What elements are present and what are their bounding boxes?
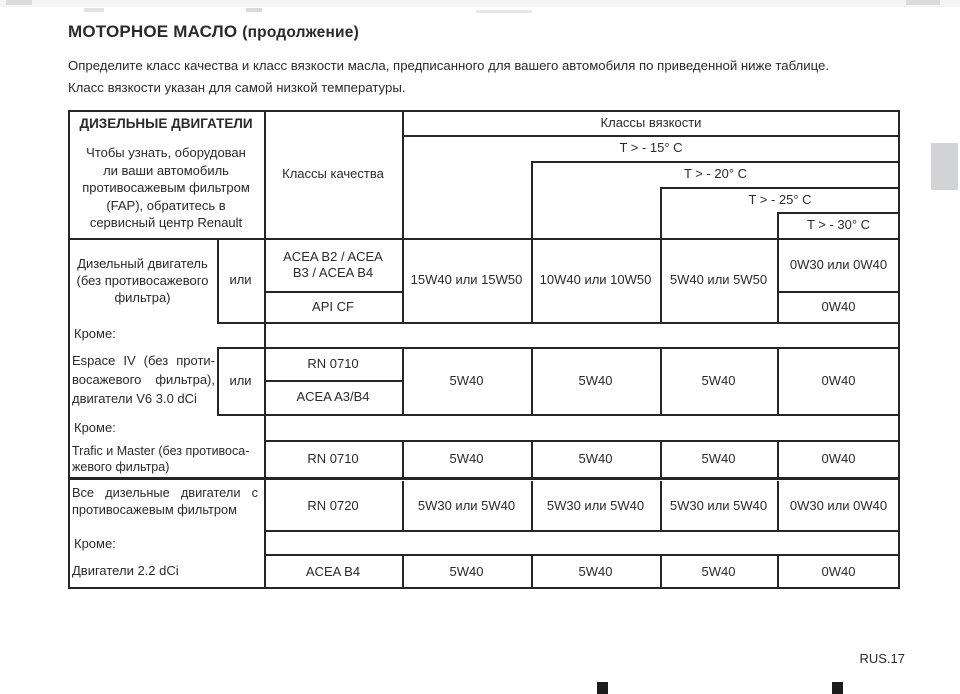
row1-quality-bottom-text: API CF — [312, 298, 354, 314]
row1-visc-30-top-text: 0W30 или 0W40 — [789, 256, 888, 272]
grid-line-h — [217, 322, 900, 324]
row1-quality-bottom — [266, 291, 400, 322]
row4-visc-15 — [404, 481, 529, 530]
row4-engine — [72, 485, 258, 518]
temp-30-text: T > - 30° C — [806, 217, 871, 232]
row2-visc-30-text: 0W40 — [821, 372, 856, 388]
row2-visc-25-text: 5W40 — [701, 372, 736, 388]
note-line: ли ваши автомобиль — [103, 162, 229, 178]
row5-visc-30 — [779, 554, 898, 589]
row5-visc-25 — [662, 554, 775, 589]
row5-visc-15-text: 5W40 — [449, 563, 484, 579]
row2-engine-line: восажевого фильтра), — [72, 371, 215, 387]
row1-visc-25-text: 5W40 или 5W50 — [669, 272, 768, 287]
row1-visc-20-text: 10W40 или 10W50 — [539, 272, 652, 287]
header-temp-25 — [662, 187, 898, 212]
row5-visc-15 — [404, 554, 529, 589]
page-title — [68, 22, 359, 42]
row3-visc-15 — [404, 440, 529, 477]
header-engines-note — [70, 142, 262, 234]
header-viscosity-classes — [404, 110, 898, 135]
row3-visc-25 — [662, 440, 775, 477]
row1-conjunction — [219, 238, 262, 322]
except-label-1-text: Кроме: — [74, 326, 116, 341]
row4-visc-20-text: 5W30 или 5W40 — [546, 497, 645, 513]
row3-engine-line: жевого фильтра) — [72, 459, 170, 474]
note-line: противосажевым фильтром — [82, 180, 250, 196]
row4-visc-20 — [533, 481, 658, 530]
except-label-2-text: Кроме: — [74, 420, 116, 435]
row2-visc-20 — [533, 347, 658, 414]
row5-visc-20-text: 5W40 — [578, 563, 613, 579]
row2-visc-15-text: 5W40 — [449, 372, 484, 388]
row1-quality-line: B3 / ACEA B4 — [292, 264, 374, 280]
temp-25-text: T > - 25° C — [748, 191, 812, 207]
row4-visc-30-text: 0W30 или 0W40 — [789, 497, 888, 513]
row5-visc-20 — [533, 554, 658, 589]
row2-engine — [72, 350, 215, 408]
row4-engine-line: противосажевым фильтром — [72, 501, 237, 517]
grid-line-h — [264, 530, 900, 532]
row3-engine — [72, 442, 262, 475]
row5-engine-text: Двигатели 2.2 dCi — [72, 563, 179, 578]
row5-visc-25-text: 5W40 — [701, 563, 736, 579]
note-line: (FAP), обратитесь в — [106, 197, 226, 213]
intro-line-1: Определите класс качества и класс вязкости масла, предписанного для вашего автомобиля по приведенной ниже таблице. — [68, 58, 830, 73]
row3-visc-30 — [779, 440, 898, 477]
scan-artifact — [6, 0, 32, 5]
row1-visc-30-top — [779, 238, 898, 291]
scan-artifact — [246, 8, 262, 12]
header-engines-title-text: ДИЗЕЛЬНЫЕ ДВИГАТЕЛИ — [79, 116, 253, 131]
row3-visc-30-text: 0W40 — [821, 450, 856, 466]
row1-visc-15 — [404, 238, 529, 322]
temp-15-text: T > - 15° C — [619, 140, 683, 155]
page-number: RUS.17 — [859, 651, 905, 666]
row2-visc-25 — [662, 347, 775, 414]
row3-visc-15-text: 5W40 — [449, 450, 484, 466]
row2-quality-bottom-text: ACEA A3/B4 — [296, 389, 370, 404]
page-title-main: МОТОРНОЕ МАСЛО — [68, 22, 238, 41]
header-temp-15 — [404, 135, 898, 161]
row4-visc-25 — [662, 481, 775, 530]
row4-visc-15-text: 5W30 или 5W40 — [417, 497, 516, 513]
row3-quality — [266, 440, 400, 477]
header-quality-classes — [266, 112, 400, 236]
row5-quality-text: ACEA B4 — [305, 563, 361, 579]
note-line: сервисный центр Renault — [89, 215, 243, 231]
row1-quality-top — [266, 240, 400, 289]
row1-engine — [70, 240, 215, 320]
row3-visc-20 — [533, 440, 658, 477]
row4-visc-30 — [779, 481, 898, 530]
header-viscosity-text: Классы вязкости — [600, 114, 702, 130]
intro-line-2: Класс вязкости указан для самой низкой температуры. — [68, 80, 406, 95]
header-engines-title — [70, 114, 262, 134]
row2-visc-15 — [404, 347, 529, 414]
except-label-2 — [74, 418, 224, 438]
row4-quality-text: RN 0720 — [307, 497, 359, 513]
row5-visc-30-text: 0W40 — [821, 563, 856, 579]
row1-visc-25 — [662, 238, 775, 322]
scan-artifact — [0, 0, 960, 7]
row2-engine-line: Espace IV (без проти- — [72, 352, 215, 368]
scan-artifact — [476, 10, 532, 13]
row2-quality-top-text: RN 0710 — [307, 355, 359, 371]
row3-engine-line: Trafic и Master (без противоса- — [72, 443, 250, 458]
row2-quality-top — [266, 347, 400, 380]
row3-visc-20-text: 5W40 — [578, 450, 613, 466]
row1-engine-line: фильтра) — [114, 289, 171, 305]
row1-visc-15-text: 15W40 или 15W50 — [410, 272, 523, 287]
row2-visc-20-text: 5W40 — [578, 372, 613, 388]
print-registration-mark — [832, 682, 843, 694]
row3-visc-25-text: 5W40 — [701, 450, 736, 466]
header-quality-text: Классы качества — [282, 166, 384, 181]
row2-quality-bottom — [266, 380, 400, 414]
section-divider-line — [68, 477, 900, 480]
row4-visc-25-text: 5W30 или 5W40 — [669, 497, 768, 513]
header-temp-30 — [779, 212, 898, 238]
scan-artifact — [906, 0, 940, 5]
scan-artifact — [84, 8, 104, 12]
grid-line-h — [217, 414, 900, 416]
row5-quality — [266, 554, 400, 589]
row1-engine-line: (без противосажевого — [76, 272, 209, 288]
row1-quality-line: ACEA B2 / ACEA — [283, 248, 383, 264]
row2-conjunction — [219, 347, 262, 414]
row4-engine-line: Все дизельные двигатели с — [72, 485, 258, 500]
row2-engine-line: двигатели V6 3.0 dCi — [72, 390, 197, 406]
row1-engine-line: Дизельный двигатель — [77, 255, 208, 271]
row1-visc-20 — [533, 238, 658, 322]
except-label-1 — [74, 324, 224, 344]
page-title-suffix-text: (продолжение) — [242, 24, 359, 41]
row1-visc-30-bottom-text: 0W40 — [821, 298, 856, 314]
except-label-3 — [74, 534, 224, 554]
section-side-tab — [931, 143, 958, 190]
row1-conjunction-text: или — [229, 272, 252, 287]
row4-quality — [266, 481, 400, 530]
header-temp-20 — [533, 161, 898, 187]
print-registration-mark — [597, 682, 608, 694]
row1-visc-30-bottom — [779, 291, 898, 322]
row3-quality-text: RN 0710 — [307, 450, 359, 466]
row5-engine — [72, 561, 262, 581]
temp-20-text: T > - 20° C — [683, 166, 748, 181]
except-label-3-text: Кроме: — [74, 536, 116, 551]
note-line: Чтобы узнать, оборудован — [86, 145, 246, 161]
row2-visc-30 — [779, 347, 898, 414]
row2-conjunction-text: или — [229, 372, 252, 388]
